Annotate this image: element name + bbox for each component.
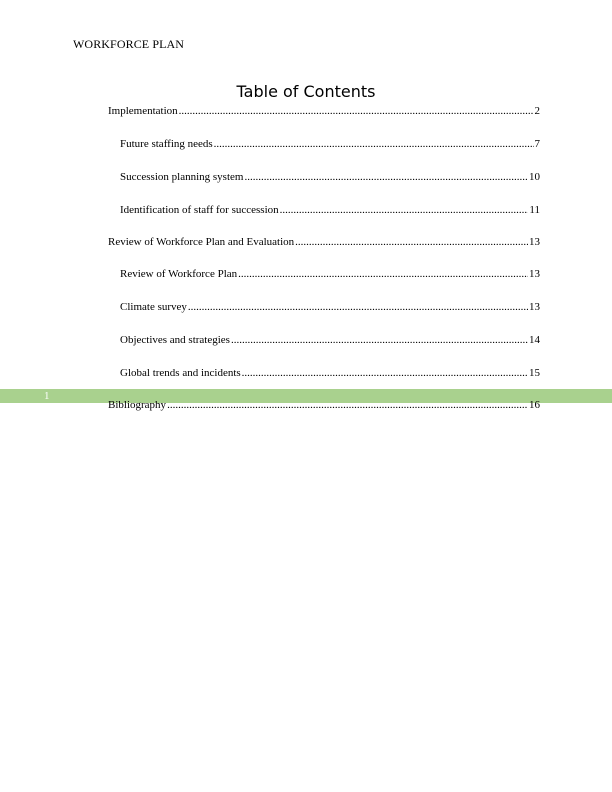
toc-dot-leader bbox=[238, 267, 528, 281]
toc-entry-identification-of-staff[interactable] bbox=[120, 203, 540, 217]
toc-entry-label: Review of Workforce Plan bbox=[120, 268, 238, 280]
running-header: WORKFORCE PLAN bbox=[73, 37, 185, 51]
toc-entry-page: 7 bbox=[534, 138, 540, 150]
toc-entry-future-staffing-needs[interactable] bbox=[120, 137, 540, 151]
toc-entry-objectives-and-strategies[interactable] bbox=[120, 333, 540, 347]
toc-entry-global-trends[interactable] bbox=[120, 366, 540, 380]
toc-dot-leader bbox=[280, 203, 529, 217]
toc-dot-leader bbox=[167, 398, 528, 412]
toc-entry-label: Climate survey bbox=[120, 301, 187, 313]
toc-entry-label: Review of Workforce Plan and Evaluation bbox=[108, 236, 295, 248]
toc-entry-page: 15 bbox=[529, 367, 540, 379]
toc-entry-page: 11 bbox=[529, 204, 540, 216]
toc-dot-leader bbox=[188, 300, 528, 314]
toc-entry-succession-planning-system[interactable] bbox=[120, 170, 540, 184]
toc-entry-page: 14 bbox=[529, 334, 540, 346]
toc-dot-leader bbox=[214, 137, 534, 151]
toc-entry-bibliography[interactable] bbox=[108, 398, 540, 412]
toc-entry-page: 2 bbox=[534, 105, 540, 117]
toc-entry-climate-survey[interactable] bbox=[120, 300, 540, 314]
toc-entry-review-of-workforce-plan[interactable] bbox=[120, 267, 540, 281]
toc-dot-leader bbox=[179, 104, 534, 118]
toc-dot-leader bbox=[242, 366, 528, 380]
toc-entry-label: Objectives and strategies bbox=[120, 334, 230, 346]
toc-entry-label: Bibliography bbox=[108, 399, 167, 411]
toc-entry-label: Global trends and incidents bbox=[120, 367, 241, 379]
toc-entry-page: 13 bbox=[529, 301, 540, 313]
toc-entry-review-and-evaluation[interactable] bbox=[108, 235, 540, 249]
toc-dot-leader bbox=[231, 333, 528, 347]
toc-dot-leader bbox=[295, 235, 528, 249]
toc-entry-label: Implementation bbox=[108, 105, 178, 117]
toc-entry-page: 13 bbox=[529, 236, 540, 248]
toc-entry-implementation[interactable] bbox=[108, 104, 540, 118]
toc-entry-label: Identification of staff for succession bbox=[120, 204, 279, 216]
toc-title: Table of Contents bbox=[236, 82, 376, 101]
toc-entry-page: 13 bbox=[529, 268, 540, 280]
toc-entry-page: 10 bbox=[529, 171, 540, 183]
toc-dot-leader bbox=[244, 170, 528, 184]
toc-entry-label: Succession planning system bbox=[120, 171, 244, 183]
page-number: 1 bbox=[44, 390, 50, 402]
toc-entry-label: Future staffing needs bbox=[120, 138, 213, 150]
toc-entry-page: 16 bbox=[529, 399, 540, 411]
